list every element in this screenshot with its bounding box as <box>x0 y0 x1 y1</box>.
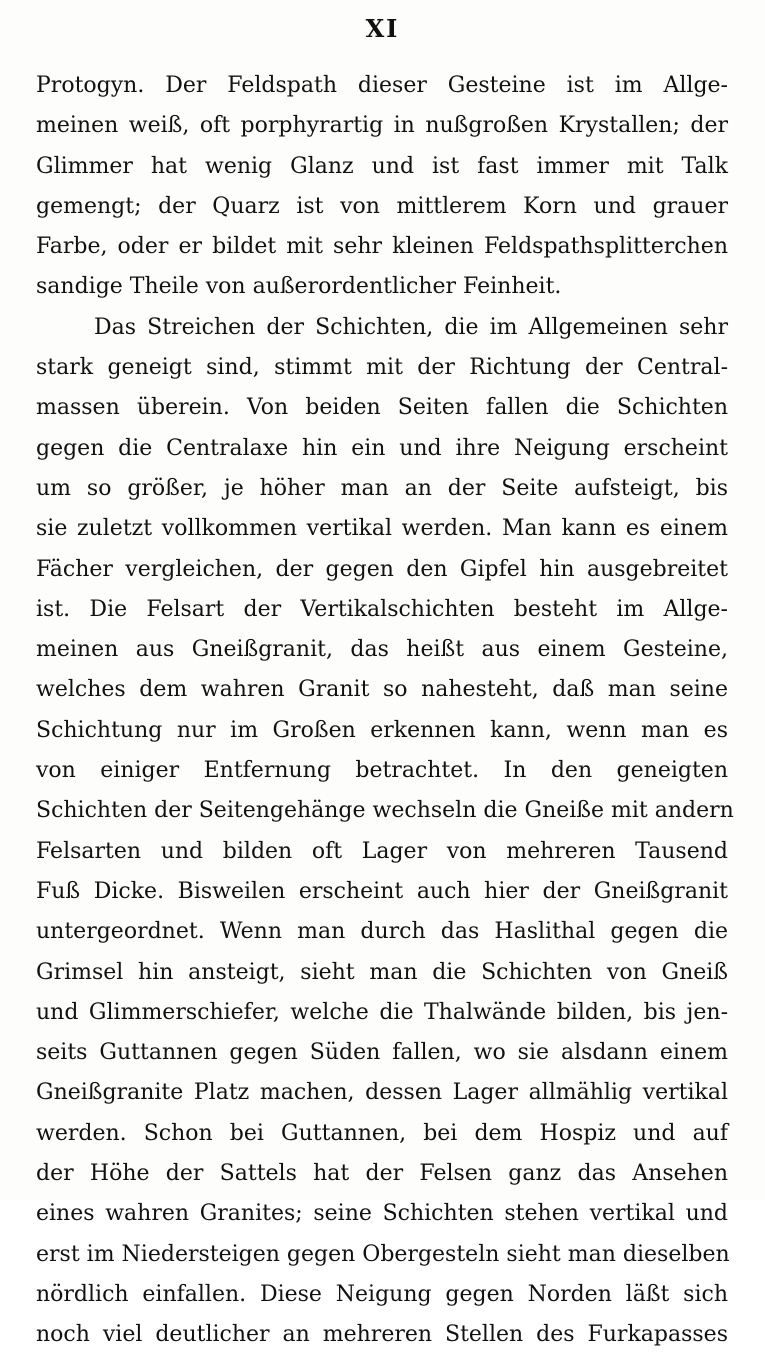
text-line: Schichtung nur im Großen erkennen kann, wenn man es <box>36 717 728 743</box>
text-line: ist. Die Felsart der Vertikalschichten besteht im Allge- <box>36 596 728 622</box>
page-number: XI <box>365 14 400 43</box>
text-line: Schichten der Seitengehänge wechseln die Gneiße mit andern <box>36 798 734 824</box>
text-line: erst im Niedersteigen gegen Obergesteln sieht man dieselben <box>36 1241 730 1267</box>
text-line: sie zuletzt vollkommen vertikal werden. Man kann es einem <box>36 516 728 542</box>
text-line: meinen weiß, oft porphyrartig in nußgroßen Krystallen; der <box>36 113 728 139</box>
text-line: untergeordnet. Wenn man durch das Haslithal gegen die <box>36 919 728 945</box>
text-line: Glimmer hat wenig Glanz und ist fast immer mit Talk <box>36 153 728 179</box>
text-line: gemengt; der Quarz ist von mittlerem Korn und grauer <box>36 193 728 219</box>
text-line: seits Guttannen gegen Süden fallen, wo sie alsdann einem <box>36 1040 728 1066</box>
text-line: massen überein. Von beiden Seiten fallen die Schichten <box>36 395 728 421</box>
text-line: Fächer vergleichen, der gegen den Gipfel hin ausgebreitet <box>36 556 728 582</box>
text-line: Gneißgranite Platz machen, dessen Lager allmählig vertikal <box>36 1080 728 1106</box>
text-line: Protogyn. Der Feldspath dieser Gesteine ist im Allge- <box>36 73 728 98</box>
text-line: Fuß Dicke. Bisweilen erscheint auch hier der Gneißgranit <box>36 878 728 904</box>
text-line: stark geneigt sind, stimmt mit der Richtung der Central- <box>36 355 728 381</box>
text-line: Das Streichen der Schichten, die im Allgemeinen sehr <box>94 314 728 340</box>
text-line: Felsarten und bilden oft Lager von mehreren Tausend <box>36 838 728 864</box>
text-line: Farbe, oder er bildet mit sehr kleinen Feldspathsplitterchen <box>36 234 728 260</box>
text-line: um so größer, je höher man an der Seite aufsteigt, bis <box>36 475 728 501</box>
text-line: und Glimmerschiefer, welche die Thalwände bilden, bis jen- <box>36 999 728 1025</box>
text-line: meinen aus Gneißgranit, das heißt aus einem Gesteine, <box>36 637 728 663</box>
text-line: werden. Schon bei Guttannen, bei dem Hospiz und auf <box>36 1120 728 1146</box>
text-line: gegen die Centralaxe hin ein und ihre Neigung erscheint <box>36 435 728 461</box>
text-line: sandige Theile von außerordentlicher Feinheit. <box>36 274 562 300</box>
body-text <box>36 66 734 1356</box>
text-line: eines wahren Granites; seine Schichten stehen vertikal und <box>36 1201 728 1227</box>
text-line: der Höhe der Sattels hat der Felsen ganz das Ansehen <box>36 1161 728 1187</box>
text-line: von einiger Entfernung betrachtet. In den geneigten <box>36 758 728 784</box>
text-line: welches dem wahren Granit so nahesteht, daß man seine <box>36 677 728 703</box>
text-line: nördlich einfallen. Diese Neigung gegen Norden läßt sich <box>36 1281 728 1307</box>
text-line: Grimsel hin ansteigt, sieht man die Schichten von Gneiß <box>36 959 728 985</box>
text-line: noch viel deutlicher an mehreren Stellen des Furkapasses <box>36 1322 728 1348</box>
